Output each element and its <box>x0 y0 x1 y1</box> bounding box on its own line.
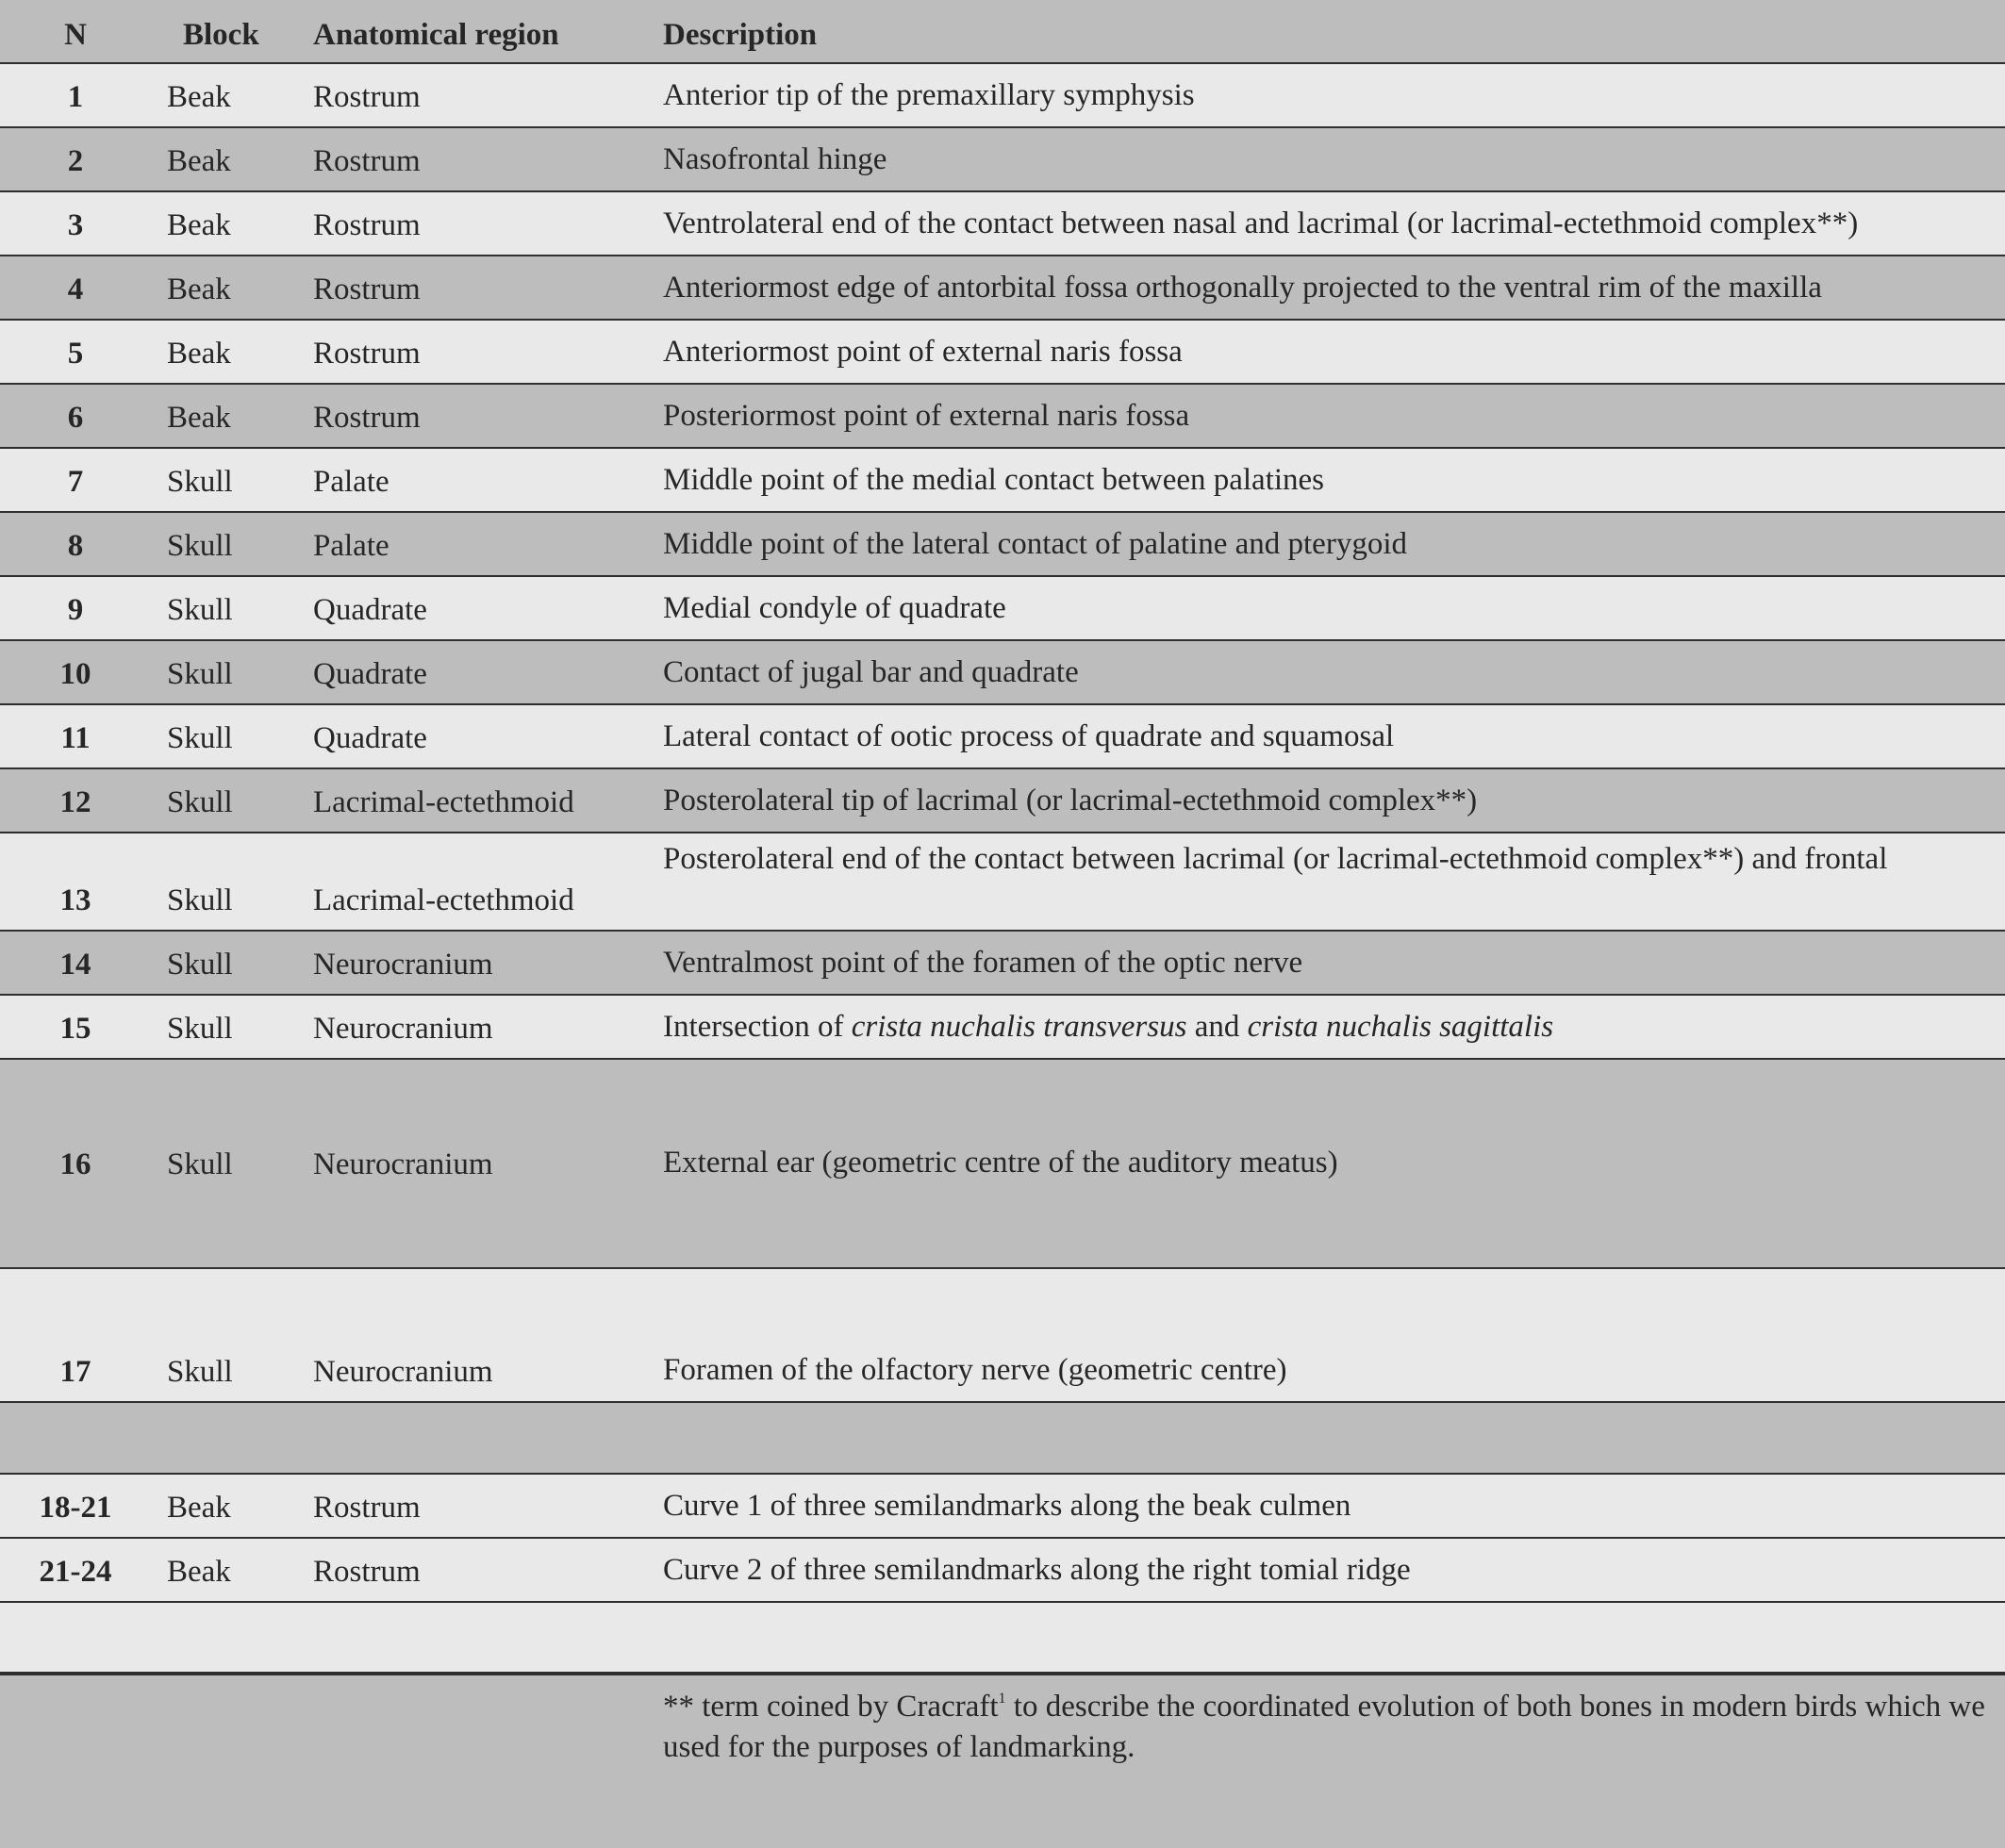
cell-block: Skull <box>167 721 233 755</box>
cell-n: 5 <box>67 337 84 371</box>
cell-block: Skull <box>167 593 233 627</box>
cell-block: Skull <box>167 785 233 819</box>
cell-block: Skull <box>167 948 233 982</box>
cell-region: Neurocranium <box>313 1012 493 1046</box>
cell-block: Skull <box>167 465 233 499</box>
cell-n: 9 <box>67 593 84 627</box>
cell-n: 17 <box>59 1355 91 1389</box>
cell-region: Neurocranium <box>313 948 493 982</box>
cell-block: Beak <box>167 1491 231 1525</box>
cell-region: Quadrate <box>313 721 427 755</box>
cell-block: Skull <box>167 529 233 563</box>
cell-description: Posterolateral tip of lacrimal (or lacrimal-ectethmoid complex**) <box>663 784 1478 817</box>
cell-description: Lateral contact of ootic process of quadrate and squamosal <box>663 719 1395 753</box>
cell-n: 11 <box>60 721 91 755</box>
cell-block: Beak <box>167 144 231 178</box>
cell-n: 13 <box>59 883 91 917</box>
cell-block: Skull <box>167 657 233 691</box>
cell-description: Nasofrontal hinge <box>663 142 887 176</box>
cell-description: Posterolateral end of the contact between lacrimal (or lacrimal-ectethmoid complex**) and frontal <box>663 842 1888 876</box>
cell-description: Ventrolateral end of the contact between nasal and lacrimal (or lacrimal-ectethmoid complex**) <box>663 206 1859 240</box>
table-row <box>0 321 2005 385</box>
table-row <box>0 449 2005 513</box>
table-row <box>0 833 2005 932</box>
cell-region: Palate <box>313 529 389 563</box>
cell-description: Curve 2 of three semilandmarks along the right tomial ridge <box>663 1553 1411 1587</box>
table-row <box>0 385 2005 449</box>
cell-block: Skull <box>167 883 233 917</box>
table-row <box>0 128 2005 192</box>
table-header <box>0 0 2005 64</box>
cell-region: Quadrate <box>313 593 427 627</box>
cell-region: Neurocranium <box>313 1147 493 1181</box>
table-row <box>0 256 2005 321</box>
table-row <box>0 932 2005 996</box>
cell-description: Anteriormost edge of antorbital fossa orthogonally projected to the ventral rim of the maxilla <box>663 271 1822 305</box>
table-row <box>0 1060 2005 1269</box>
cell-description: Medial condyle of quadrate <box>663 591 1006 625</box>
header-block: Block <box>183 18 259 52</box>
footnote <box>0 1672 2005 1848</box>
table-row <box>0 192 2005 256</box>
cell-region: Rostrum <box>313 401 421 435</box>
table-row <box>0 513 2005 577</box>
cell-block: Skull <box>167 1147 233 1181</box>
table-row <box>0 996 2005 1060</box>
cell-n: 21-24 <box>39 1555 112 1589</box>
cell-n: 3 <box>67 208 84 242</box>
table-row <box>0 1539 2005 1603</box>
cell-region: Rostrum <box>313 272 421 306</box>
cell-region: Lacrimal-ectethmoid <box>313 785 574 819</box>
cell-description: Contact of jugal bar and quadrate <box>663 655 1079 689</box>
cell-description: Middle point of the lateral contact of palatine and pterygoid <box>663 527 1407 561</box>
cell-region: Palate <box>313 465 389 499</box>
table-row <box>0 705 2005 769</box>
cell-n: 14 <box>59 948 91 982</box>
cell-region: Rostrum <box>313 144 421 178</box>
cell-n: 7 <box>67 465 84 499</box>
cell-block: Beak <box>167 401 231 435</box>
cell-block: Beak <box>167 208 231 242</box>
cell-block: Beak <box>167 1555 231 1589</box>
cell-n: 10 <box>59 657 91 691</box>
cell-block: Skull <box>167 1355 233 1389</box>
cell-description: Ventralmost point of the foramen of the optic nerve <box>663 946 1303 980</box>
cell-description: External ear (geometric centre of the auditory meatus) <box>663 1146 1338 1180</box>
cell-n: 15 <box>59 1012 91 1046</box>
spacer <box>0 1603 2005 1672</box>
table-row <box>0 641 2005 705</box>
cell-block: Beak <box>167 337 231 371</box>
cell-region: Rostrum <box>313 208 421 242</box>
table-row <box>0 1475 2005 1539</box>
header-n: N <box>64 18 87 52</box>
cell-block: Beak <box>167 272 231 306</box>
footnote-text: ** term coined by Cracraft$^1$ to describe the coordinated evolution of both bones in modern birds which we used for the purposes of landmarking. <box>663 1690 1985 1764</box>
cell-region: Rostrum <box>313 337 421 371</box>
cell-n: 6 <box>67 401 84 435</box>
cell-n: 2 <box>67 144 84 178</box>
empty-row <box>0 1403 2005 1475</box>
cell-n: 1 <box>67 80 84 114</box>
cell-region: Rostrum <box>313 80 421 114</box>
cell-description: Foramen of the olfactory nerve (geometric centre) <box>663 1353 1287 1387</box>
table-row <box>0 1269 2005 1403</box>
cell-n: 12 <box>59 785 91 819</box>
header-region: Anatomical region <box>313 18 559 52</box>
cell-description: Anteriormost point of external naris fossa <box>663 335 1183 369</box>
cell-n: 4 <box>67 272 84 306</box>
cell-description: Curve 1 of three semilandmarks along the beak culmen <box>663 1489 1351 1523</box>
table-row <box>0 769 2005 833</box>
cell-description: Anterior tip of the premaxillary symphysis <box>663 78 1195 112</box>
header-description: Description <box>663 18 818 52</box>
cell-description: Intersection of crista nuchalis transversus and crista nuchalis sagittalis <box>663 1010 1554 1044</box>
cell-region: Rostrum <box>313 1555 421 1589</box>
cell-description: Posteriormost point of external naris fossa <box>663 399 1190 433</box>
table-row <box>0 577 2005 641</box>
cell-n: 8 <box>67 529 84 563</box>
cell-block: Skull <box>167 1012 233 1046</box>
cell-region: Neurocranium <box>313 1355 493 1389</box>
cell-region: Rostrum <box>313 1491 421 1525</box>
table-row <box>0 64 2005 128</box>
cell-region: Quadrate <box>313 657 427 691</box>
cell-region: Lacrimal-ectethmoid <box>313 883 574 917</box>
cell-n: 16 <box>59 1147 91 1181</box>
cell-block: Beak <box>167 80 231 114</box>
cell-n: 18-21 <box>39 1491 112 1525</box>
cell-description: Middle point of the medial contact between palatines <box>663 463 1325 497</box>
